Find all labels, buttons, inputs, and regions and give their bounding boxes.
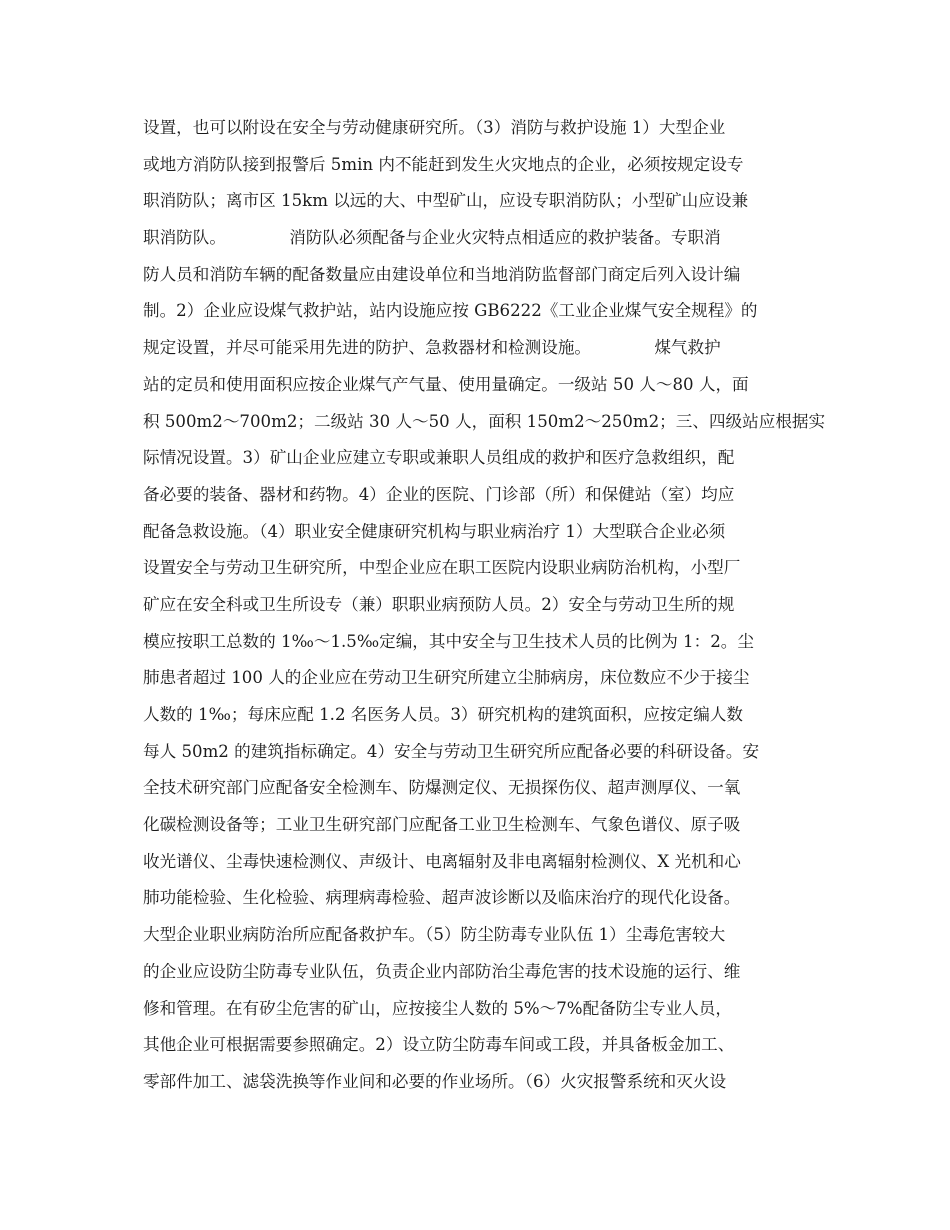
text-line: 设置安全与劳动卫生研究所，中型企业应在职工医院内设职业病防治机构，小型厂 — [143, 558, 741, 578]
text-line: 每人 50m2 的建筑指标确定。4）安全与劳动卫生研究所应配备必要的科研设备。安 — [143, 741, 760, 761]
text-line: 矿应在安全科或卫生所设专（兼）职职业病预防人员。2）安全与劳动卫生所的规 — [143, 594, 735, 614]
text-line: 设置，也可以附设在安全与劳动健康研究所。（3）消防与救护设施 1）大型企业 — [143, 118, 726, 137]
text-line: 备必要的装备、器材和药物。4）企业的医院、门诊部（所）和保健站（室）均应 — [143, 484, 735, 504]
text-line: 其他企业可根据需要参照确定。2）设立防尘防毒车间或工段，并具备板金加工、 — [143, 1035, 735, 1055]
text-line: 的企业应设防尘防毒专业队伍，负责企业内部防治尘毒危害的技术设施的运行、维 — [143, 961, 741, 981]
text-line: 职消防队；离市区 15km 以远的大、中型矿山，应设专职消防队；小型矿山应设兼 — [143, 191, 749, 211]
text-line: 规定设置，并尽可能采用先进的防护、急救器材和检测设施。 煤气救护 — [143, 338, 721, 358]
text-line: 站的定员和使用面积应按企业煤气产气量、使用量确定。一级站 50 人～80 人，面 — [143, 374, 749, 394]
text-line: 际情况设置。3）矿山企业应建立专职或兼职人员组成的救护和医疗急救组织，配 — [143, 448, 735, 468]
text-line: 职消防队。 消防队必须配备与企业火灾特点相适应的救护装备。专职消 — [143, 228, 721, 248]
text-line: 模应按职工总数的 1‰～1.5‰定编，其中安全与卫生技术人员的比例为 1：2。尘 — [143, 631, 754, 651]
text-line: 大型企业职业病防治所应配备救护车。（5）防尘防毒专业队伍 1）尘毒危害较大 — [143, 925, 726, 945]
text-line: 化碳检测设备等；工业卫生研究部门应配备工业卫生检测车、气象色谱仪、原子吸 — [143, 815, 741, 835]
text-line: 积 500m2～700m2；二级站 30 人～50 人，面积 150m2～250m2；三、四级站应根据实 — [143, 411, 826, 431]
text-line: 收光谱仪、尘毒快速检测仪、声级计、电离辐射及非电离辐射检测仪、X 光机和心 — [143, 851, 741, 871]
text-line: 零部件加工、滤袋洗换等作业间和必要的作业场所。（6）火灾报警系统和灭火设 — [143, 1071, 727, 1091]
text-line: 肺功能检验、生化检验、病理病毒检验、超声波诊断以及临床治疗的现代化设备。 — [143, 888, 741, 908]
body-text — [143, 110, 826, 1101]
text-line: 或地方消防队接到报警后 5min 内不能赶到发生火灾地点的企业，必须按规定设专 — [143, 154, 744, 174]
text-line: 修和管理。在有矽尘危害的矿山，应按接尘人数的 5%～7%配备防尘专业人员， — [143, 998, 732, 1018]
text-line: 全技术研究部门应配备安全检测车、防爆测定仪、无损探伤仪、超声测厚仪、一氧 — [143, 778, 741, 798]
text-line: 肺患者超过 100 人的企业应在劳动卫生研究所建立尘肺病房，床位数应不少于接尘 — [143, 668, 750, 688]
text-line: 制。2）企业应设煤气救护站，站内设施应按 GB6222《工业企业煤气安全规程》的 — [143, 301, 758, 321]
text-line: 人数的 1‰；每床应配 1.2 名医务人员。3）研究机构的建筑面积，应按定编人数 — [143, 705, 743, 724]
text-line: 防人员和消防车辆的配备数量应由建设单位和当地消防监督部门商定后列入设计编 — [143, 264, 741, 284]
text-line: 配备急救设施。（4）职业安全健康研究机构与职业病治疗 1）大型联合企业必须 — [143, 521, 726, 541]
